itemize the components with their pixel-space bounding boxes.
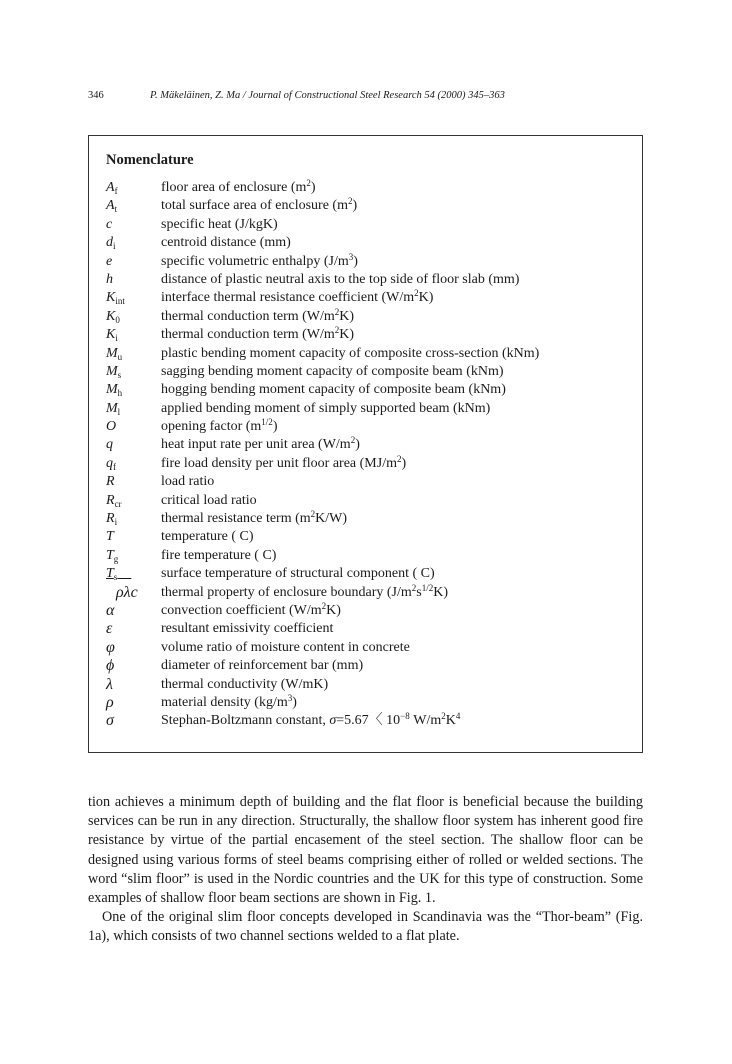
nomenclature-symbol: h bbox=[106, 271, 113, 287]
nomenclature-symbol: $M_u$ bbox=[106, 345, 123, 362]
nomenclature-row bbox=[106, 418, 626, 436]
nomenclature-row bbox=[106, 455, 626, 473]
nomenclature-definition: critical load ratio bbox=[161, 492, 257, 508]
nomenclature-definition: thermal conduction term $(W/m^2K)$ bbox=[161, 306, 355, 324]
nomenclature-symbol: $M_s$ bbox=[106, 363, 122, 380]
nomenclature-symbol: $K_0$ bbox=[106, 308, 120, 325]
nomenclature-definition: temperature ( C) bbox=[161, 529, 254, 545]
nomenclature-row bbox=[106, 510, 626, 528]
nomenclature-definition: Stephan-Boltzmann constant, σ=5.67〈 $10^{-8}$ $W/m^2K^4$ bbox=[161, 711, 461, 729]
nomenclature-row bbox=[106, 326, 626, 344]
nomenclature-definition: floor area of enclosure $(m^2)$ bbox=[161, 178, 316, 195]
nomenclature-title: Nomenclature bbox=[106, 152, 194, 168]
nomenclature-definition: applied bending moment of simply supported beam (kNm) bbox=[161, 400, 491, 416]
nomenclature-row bbox=[106, 639, 626, 657]
nomenclature-definition: opening factor $(m^{1/2})$ bbox=[161, 417, 278, 435]
nomenclature-row bbox=[106, 216, 626, 234]
nomenclature-definition: resultant emissivity coefficient bbox=[161, 621, 334, 637]
nomenclature-definition: thermal conductivity (W/mK) bbox=[161, 676, 329, 692]
running-title: P. Mäkeläinen, Z. Ma / Journal of Constructional Steel Research 54 (2000) 345–363 bbox=[150, 90, 505, 101]
nomenclature-definition: heat input rate per unit area $(W/m^2)$ bbox=[161, 435, 360, 453]
nomenclature-symbol: c bbox=[106, 216, 113, 232]
nomenclature-symbol: $A_t$ bbox=[106, 198, 118, 215]
nomenclature-row bbox=[106, 363, 626, 381]
nomenclature-definition: interface thermal resistance coefficient $(W/m^2K)$ bbox=[161, 288, 434, 306]
nomenclature-definition: fire temperature ( C) bbox=[161, 547, 277, 563]
nomenclature-definition: fire load density per unit floor area $(MJ/m^2)$ bbox=[161, 453, 407, 471]
nomenclature-definition: diameter of reinforcement bar (mm) bbox=[161, 658, 364, 674]
nomenclature-row bbox=[106, 473, 626, 491]
nomenclature-definition: volume ratio of moisture content in concrete bbox=[161, 639, 410, 655]
paragraph: tion achieves a minimum depth of building and the flat floor is beneficial because the building services can be run in any direction. Structurally, the shallow floor system has inherent good fire resistance by virtue of the partial encasement of the steel section. The shallow floor can be designed using various forms of steel beams comprising either of rolled or welded sections. The word “slim floor” is used in the Nordic countries and the UK for this type of construction. Some examples of shallow floor beam sections are shown in Fig. 1. bbox=[88, 794, 643, 907]
nomenclature-row bbox=[106, 602, 626, 620]
nomenclature-symbol: $K_i$ bbox=[106, 327, 118, 344]
nomenclature-row bbox=[106, 381, 626, 399]
nomenclature-row bbox=[106, 694, 626, 712]
nomenclature-symbol: $q_f$ bbox=[106, 455, 116, 472]
nomenclature-symbol: e bbox=[106, 253, 113, 269]
nomenclature-definition: centroid distance (mm) bbox=[161, 235, 291, 251]
nomenclature-definition: load ratio bbox=[161, 474, 215, 490]
nomenclature-definition: specific heat (J/kgK) bbox=[161, 216, 278, 232]
nomenclature-symbol: σ bbox=[106, 712, 114, 730]
nomenclature-symbol: $R_i$ bbox=[106, 511, 118, 528]
nomenclature-definition: plastic bending moment capacity of composite cross-section (kNm) bbox=[161, 345, 540, 361]
nomenclature-symbol: $K_{int}$ bbox=[106, 290, 125, 307]
nomenclature-row bbox=[106, 234, 626, 252]
nomenclature-symbol: $d_i$ bbox=[106, 235, 116, 252]
nomenclature-row bbox=[106, 620, 626, 638]
nomenclature-row bbox=[106, 436, 626, 454]
nomenclature-row bbox=[106, 345, 626, 363]
nomenclature-definition: sagging bending moment capacity of composite beam (kNm) bbox=[161, 363, 504, 379]
nomenclature-symbol: $M_h$ bbox=[106, 382, 123, 399]
nomenclature-definition: material density $(kg/m^3)$ bbox=[161, 692, 297, 710]
nomenclature-symbol: q bbox=[106, 437, 113, 453]
nomenclature-row bbox=[106, 565, 626, 583]
body-text bbox=[88, 793, 643, 947]
page-number: 346 bbox=[88, 90, 104, 101]
nomenclature-definition: convection coefficient $(W/m^2K)$ bbox=[161, 600, 341, 618]
nomenclature-symbol: ε bbox=[106, 620, 113, 638]
nomenclature-symbol: ρλc bbox=[116, 583, 138, 601]
nomenclature-list bbox=[106, 179, 626, 731]
nomenclature-symbol: ϕ bbox=[106, 657, 115, 675]
nomenclature-row bbox=[106, 400, 626, 418]
nomenclature-definition: surface temperature of structural component ( C) bbox=[161, 566, 435, 582]
nomenclature-row bbox=[106, 547, 626, 565]
nomenclature-definition: thermal conduction term $(W/m^2K)$ bbox=[161, 325, 355, 343]
paragraph: One of the original slim floor concepts developed in Scandinavia was the “Thor-beam” (Fig. 1a), which consists of two channel sections welded to a flat plate. bbox=[88, 909, 643, 945]
nomenclature-row bbox=[106, 289, 626, 307]
nomenclature-box bbox=[88, 135, 643, 753]
nomenclature-symbol: T bbox=[106, 529, 114, 545]
nomenclature-symbol: α bbox=[106, 601, 115, 619]
nomenclature-row bbox=[106, 253, 626, 271]
nomenclature-row bbox=[106, 712, 626, 730]
nomenclature-symbol: $R_{cr}$ bbox=[106, 492, 122, 509]
nomenclature-row bbox=[106, 528, 626, 546]
nomenclature-symbol: O bbox=[106, 419, 117, 435]
nomenclature-row bbox=[106, 271, 626, 289]
nomenclature-row bbox=[106, 676, 626, 694]
nomenclature-symbol: $T_g$ bbox=[106, 547, 119, 564]
nomenclature-row bbox=[106, 657, 626, 675]
nomenclature-row bbox=[106, 179, 626, 197]
nomenclature-symbol: $T_s$ bbox=[106, 566, 118, 583]
nomenclature-definition: specific volumetric enthalpy $(J/m^3)$ bbox=[161, 251, 358, 269]
nomenclature-row bbox=[106, 197, 626, 215]
nomenclature-definition: hogging bending moment capacity of composite beam (kNm) bbox=[161, 382, 506, 398]
nomenclature-symbol: $A_f$ bbox=[106, 180, 118, 196]
nomenclature-definition: distance of plastic neutral axis to the top side of floor slab (mm) bbox=[161, 271, 520, 287]
nomenclature-row bbox=[106, 492, 626, 510]
nomenclature-definition: thermal property of enclosure boundary $(J/m^2s^{1/2}K)$ bbox=[161, 582, 449, 600]
nomenclature-definition: total surface area of enclosure $(m^2)$ bbox=[161, 196, 358, 214]
nomenclature-symbol: $M_l$ bbox=[106, 400, 121, 417]
nomenclature-row bbox=[106, 584, 626, 602]
nomenclature-row bbox=[106, 308, 626, 326]
nomenclature-symbol: ρ bbox=[106, 693, 114, 711]
nomenclature-symbol: φ bbox=[106, 638, 115, 656]
nomenclature-symbol: R bbox=[106, 474, 115, 490]
nomenclature-definition: thermal resistance term $(m^2K/W)$ bbox=[161, 509, 348, 527]
nomenclature-symbol: λ bbox=[106, 675, 113, 693]
